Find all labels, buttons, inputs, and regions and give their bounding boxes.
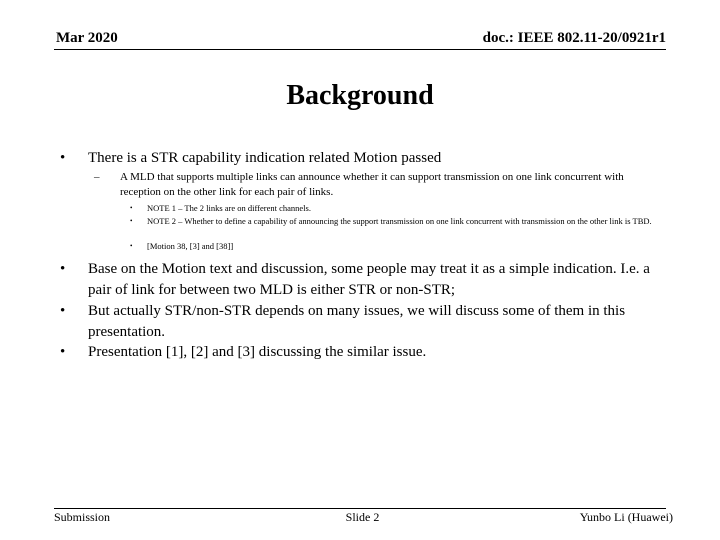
note-dot-icon: • <box>130 242 133 250</box>
sub-bullet-1 <box>94 170 660 199</box>
footer-author: Yunbo Li (Huawei) <box>579 510 673 524</box>
bullet-2 <box>60 259 668 300</box>
note-1 <box>130 203 657 215</box>
bullet-1 <box>60 148 668 169</box>
note-2 <box>130 216 657 228</box>
header-doc-id: doc.: IEEE 802.11-20/0921r1 <box>482 30 666 46</box>
bullet-2-text: Base on the Motion text and discussion, some people may treat it as a simple indication. I.e. a pair of link for between two MLD is either STR or non-STR; <box>88 261 650 298</box>
note-2-text: NOTE 2 – Whether to define a capability of announcing the support transmission on one link concurrent with transmission on the other link is TBD. <box>147 216 652 226</box>
note-1-text: NOTE 1 – The 2 links are on different channels. <box>147 203 311 213</box>
dash-icon: – <box>94 171 100 183</box>
note-dot-icon: • <box>130 217 133 225</box>
footer-rule <box>54 508 666 509</box>
bullet-dot-icon: • <box>60 150 66 166</box>
bullet-1-text: There is a STR capability indication related Motion passed <box>88 150 442 166</box>
slide-title: Background <box>286 80 434 111</box>
bullet-dot-icon: • <box>60 261 66 277</box>
bullet-dot-icon: • <box>60 303 66 319</box>
header-rule <box>54 49 666 50</box>
note-dot-icon: • <box>130 204 133 212</box>
footer-submission: Submission <box>54 510 111 524</box>
bullet-4 <box>60 342 668 363</box>
bullet-3 <box>60 301 668 342</box>
note-3-text: [Motion 38, [3] and [38]] <box>147 241 234 251</box>
bullet-4-text: Presentation [1], [2] and [3] discussing the similar issue. <box>88 344 427 360</box>
sub-bullet-1-text: A MLD that supports multiple links can announce whether it can support transmission on one link concurrent with reception on the other link for each pair of links. <box>120 171 624 198</box>
footer-slide-number: Slide 2 <box>345 510 380 524</box>
bullet-dot-icon: • <box>60 344 66 360</box>
note-3 <box>130 241 657 253</box>
bullet-3-text: But actually STR/non-STR depends on many issues, we will discuss some of them in this presentation. <box>88 303 626 340</box>
header-date: Mar 2020 <box>56 30 118 46</box>
